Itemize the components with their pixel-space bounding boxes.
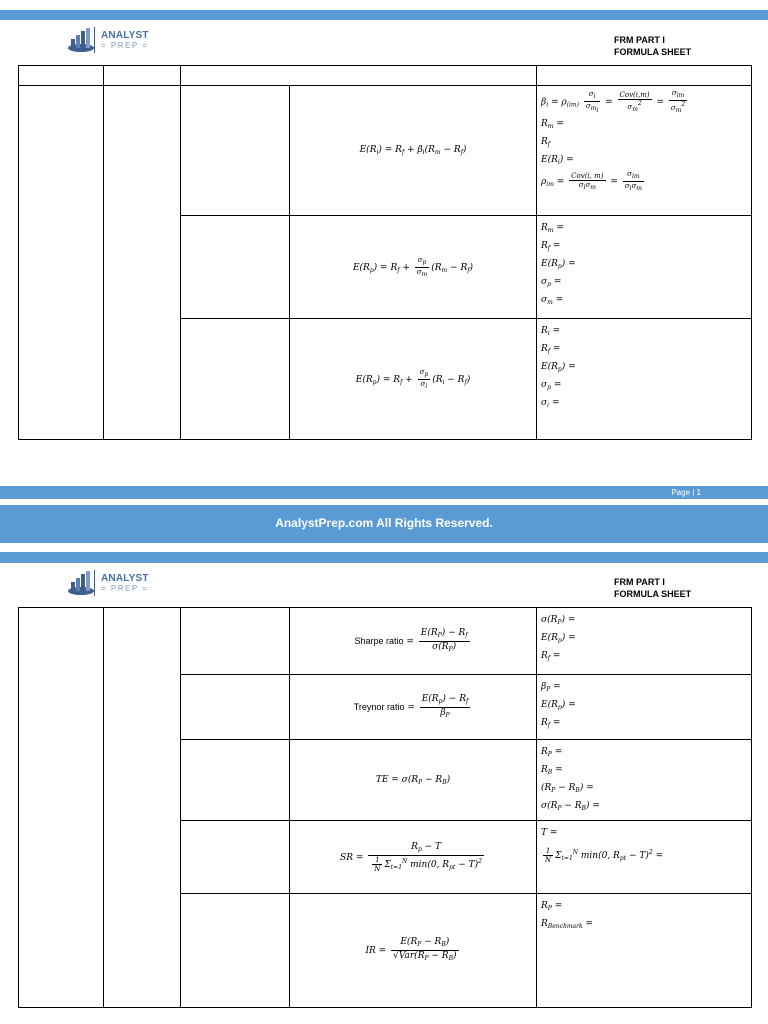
table-header-row [19, 66, 752, 86]
definitions-treynor-ratio: $\beta_P$ = $E(R_p)$ = $R_f$ = [537, 675, 752, 740]
analystprep-logo-page2 [66, 570, 149, 596]
definitions-sortino-ratio: T = $\frac{1}{N}$ $\Sigma_{t=1}^N$ min(0, $R_{pt} - T)^2$ = [537, 821, 752, 894]
name-cell [181, 216, 290, 319]
subcategory-cell [104, 608, 181, 1008]
footer-bar-thin [0, 486, 768, 499]
logo-text-analyst: ANALYST [101, 29, 149, 41]
definitions-information-ratio: $R_P$ = $R_{Benchmark}$ = [537, 894, 752, 1008]
top-accent-bar [0, 10, 768, 20]
name-cell [181, 675, 290, 740]
formula-information-ratio: IR = $\frac{E(R_P - R_B)}{√Var(R_P - R_B)}$ [290, 894, 537, 1008]
name-cell [181, 319, 290, 440]
category-cell [19, 608, 104, 1008]
table-row [19, 86, 752, 216]
header-formula-sheet: FORMULA SHEET [614, 589, 692, 599]
logo-text-prep: = PREP = [101, 40, 149, 50]
header-cell [537, 66, 752, 86]
header-frm-part: FRM PART I [614, 577, 665, 587]
formula-treynor-ratio: Treynor ratio = $\frac{E(R_p) - R_f}{\beta_P}$ [290, 675, 537, 740]
formula-table-page2 [18, 607, 752, 1008]
definitions-tracking-error: $R_P$ = $R_B$ = $(R_P - R_B)$ = $\sigma(R_P - R_B)$ = [537, 740, 752, 821]
formula-tracking-error: TE = $\sigma(R_P - R_B)$ [290, 740, 537, 821]
name-cell [181, 740, 290, 821]
logo-text-analyst: ANALYST [101, 572, 149, 584]
page-number: Page | 1 [671, 488, 701, 497]
definitions-cml: $R_m$ = $R_f$ = $E(R_p)$ = $\sigma_p$ = $\sigma_m$ = [537, 216, 752, 319]
formula-capm: $E(R_i) = R_f + \beta_i(R_m - R_f)$ [290, 86, 537, 216]
definitions-cal: $R_i$ = $R_f$ = $E(R_p)$ = $\sigma_p$ = $\sigma_i$ = [537, 319, 752, 440]
logo-chart-icon [66, 27, 98, 53]
name-cell [181, 894, 290, 1008]
logo-text-prep: = PREP = [101, 583, 149, 593]
header-cell [181, 66, 537, 86]
formula-table-page1 [18, 65, 752, 440]
analystprep-logo [66, 27, 149, 53]
document-header [614, 34, 691, 58]
subcategory-cell [104, 86, 181, 440]
name-cell [181, 86, 290, 216]
document-header-page2 [614, 576, 691, 600]
category-cell [19, 86, 104, 440]
formula-cal: $E(R_p) = R_f$ + $\frac{\sigma_p}{\sigma_i}$ $(R_i - R_f)$ [290, 319, 537, 440]
header-frm-part: FRM PART I [614, 35, 665, 45]
logo-chart-icon [66, 570, 98, 596]
header-cell [19, 66, 104, 86]
header-cell [104, 66, 181, 86]
definitions-sharpe-ratio: $\sigma(R_P)$ = $E(R_p)$ = $R_f$ = [537, 608, 752, 675]
header-formula-sheet: FORMULA SHEET [614, 47, 692, 57]
formula-sharpe-ratio: Sharpe ratio = $\frac{E(R_P) - R_f}{\sigma(R_P)}$ [290, 608, 537, 675]
definitions-capm: $\beta_i = \rho_{(im)}$ $\frac{\sigma_i}{\sigma_{m_i}}$ = $\frac{\text{Cov(i,m)}}{\sigma_m^2}$ = $\frac{\sigma_{im}}{\sigma_m^2}$ $R_m$ = $R_f$ $E(R_i)$ = $\rho_{im}$ = $\frac{\text{Cov(i, m)}}{\sigma_i\sigma_m}$ = $\frac{\sigma_{im}}{\sigma_i\sigma_m}$ [537, 86, 752, 216]
copyright-text: AnalystPrep.com All Rights Reserved. [275, 516, 493, 530]
table-row [19, 608, 752, 675]
top-accent-bar-page2 [0, 552, 768, 563]
name-cell [181, 821, 290, 894]
formula-sortino-ratio: SR = $R_p - T$ $\frac{1}{N}$ $\Sigma_{t=1}^N$ min(0, $R_{pt} - T)^2$ [290, 821, 537, 894]
name-cell [181, 608, 290, 675]
formula-cml: $E(R_p) = R_f$ + $\frac{\sigma_p}{\sigma_m}$ $(R_m - R_f)$ [290, 216, 537, 319]
